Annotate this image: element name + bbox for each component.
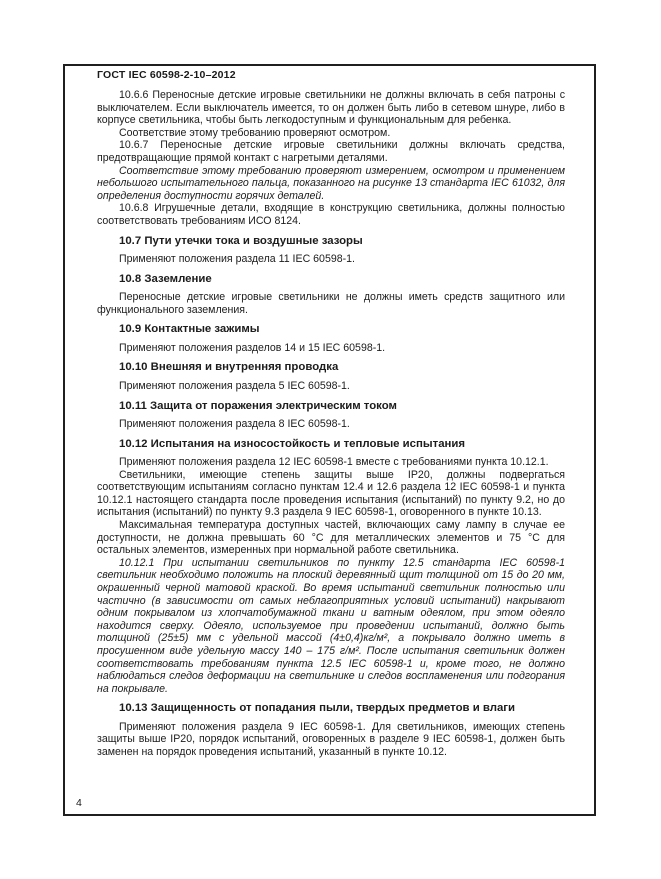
document-body: [97, 89, 565, 759]
page-content-area: [97, 69, 565, 759]
paragraph: Переносные детские игровые светильники не должны иметь средств защитного или функционального заземления.: [97, 291, 565, 316]
paragraph: Применяют положения раздела 11 IEC 60598-1.: [119, 253, 355, 266]
paragraph: Применяют положения разделов 14 и 15 IEC 60598-1.: [119, 341, 386, 354]
section-heading: 10.13 Защищенность от попадания пыли, твердых предметов и влаги: [119, 702, 516, 715]
paragraph: 10.6.6 Переносные детские игровые светильники не должны включать в себя патроны с выключателем. Если выключатель имеется, то он должен быть либо в сетевом шнуре, либо в корпусе светильника, чтобы быть легкодоступным и функциональным для ребенка.: [97, 89, 565, 127]
section-heading: 10.7 Пути утечки тока и воздушные зазоры: [119, 234, 363, 247]
paragraph: Соответствие этому требованию проверяют осмотром.: [119, 126, 391, 139]
paragraph: Соответствие этому требованию проверяют измерением, осмотром и применением небольшого испытательного пальца, показанного на рисунке 13 стандарта IEC 61032, для определения доступности горячих деталей.: [97, 164, 565, 202]
section-heading: 10.9 Контактные зажимы: [119, 323, 260, 336]
paragraph: Максимальная температура доступных частей, включающих саму лампу в случае ее доступности, не должна превышать 60 °С для металлических элементов и 75 °С для остальных элементов, измеренных при нормальной работе светильника.: [97, 519, 565, 557]
paragraph: Применяют положения раздела 9 IEC 60598-1. Для светильников, имеющих степень защиты выше IP20, порядок испытаний, оговоренных в разделе 9 IEC 60598-1, должен быть заменен на порядок проведения испытаний, указанный в пункте 10.12.: [97, 720, 565, 759]
paragraph: Применяют положения раздела 8 IEC 60598-1.: [119, 418, 350, 430]
document-header: ГОСТ IEC 60598-2-10–2012: [97, 69, 236, 81]
paragraph: Светильники, имеющие степень защиты выше IP20, должны подвергаться соответствующим испытаниям согласно пунктам 12.4 и 12.6 раздела 12 IEC 60598-1 и пункта 10.12.1 настоящего стандарта после проведения испытания (испытаний) по пункту 9.2, но до испытания (испытаний) по пункту 9.3 раздела 9 IEC 60598-1, оговоренного в пункте 10.13.: [97, 468, 565, 519]
page-number: 4: [76, 797, 82, 809]
paragraph: Применяют положения раздела 5 IEC 60598-1.: [119, 379, 350, 392]
paragraph: 10.12.1 При испытании светильников по пункту 12.5 стандарта IEC 60598-1 светильник необходимо положить на плоский деревянный щит толщиной от 15 до 20 мм, окрашенный черной матовой краской. Во время испытаний светильник полностью или частично (в зависимости от самых неблагоприятных условий испытаний) накрывают одним покрывалом из хлопчатобумажной ткани и ватным одеялом, при этом одеяло находится сверху. Одеяло, используемое при проведении испытаний, должно быть толщиной (25±5) мм с удельной массой (4±0,4)кг/м², а покрывало должно иметь в просушенном виде удельную массу 140 – 175 г/м². После испытания светильник должен соответствовать требованиям пункта 12.5 IEC 60598-1 и, кроме того, не должно наблюдаться следов деформации на светильнике и следов воспламенения или подгорания на покрывале.: [97, 556, 565, 695]
section-heading: 10.12 Испытания на износостойкость и тепловые испытания: [119, 437, 466, 450]
paragraph: 10.6.8 Игрушечные детали, входящие в конструкцию светильника, должны полностью соответствовать требованиям ИСО 8124.: [97, 202, 565, 227]
section-heading: 10.11 Защита от поражения электрическим током: [119, 399, 397, 412]
paragraph: 10.6.7 Переносные детские игровые светильники должны включать средства, предотвращающие прямой контакт с нагретыми деталями.: [97, 139, 565, 164]
paragraph: Применяют положения раздела 12 IEC 60598-1 вместе с требованиями пункта 10.12.1.: [119, 456, 549, 469]
section-heading: 10.10 Внешняя и внутренняя проводка: [119, 361, 339, 374]
page-border-frame: [63, 64, 596, 816]
section-heading: 10.8 Заземление: [119, 272, 212, 285]
